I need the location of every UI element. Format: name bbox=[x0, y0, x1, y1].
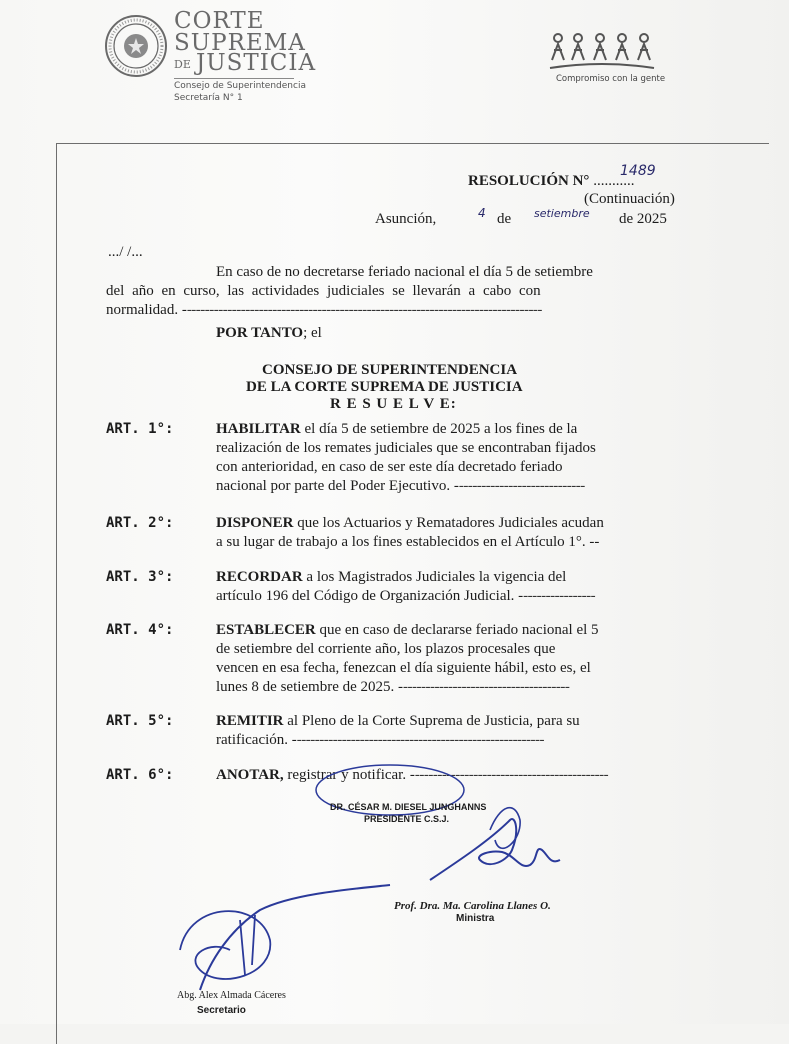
president-name: DR. CÉSAR M. DIESEL JUNGHANNS bbox=[330, 802, 487, 812]
article-5-line: ratificación. - bbox=[216, 732, 297, 748]
date-year: de 2025 bbox=[619, 211, 667, 227]
minister-name: Prof. Dra. Ma. Carolina Llanes O. bbox=[394, 900, 551, 912]
article-4-line: que en caso de declararse feriado nacional el 5 bbox=[315, 622, 599, 638]
article-3-verb: RECORDAR bbox=[216, 569, 303, 585]
court-name-line-1: CORTE bbox=[174, 8, 265, 34]
article-1-label: ART. 1°: bbox=[106, 421, 174, 437]
people-logo-icon bbox=[548, 30, 656, 74]
continuation-ellipsis: .../ /... bbox=[108, 244, 143, 260]
secretariat-subtitle: Secretaría N° 1 bbox=[174, 93, 243, 103]
article-1-line: nacional por parte del Poder Ejecutivo. - bbox=[216, 478, 459, 494]
resuelve-heading: R E S U E L V E: bbox=[330, 396, 457, 412]
article-2-line: a su lugar de trabajo a los fines establecidos en el Artículo 1°. -- bbox=[216, 534, 600, 550]
secretary-name: Abg. Alex Almada Cáceres bbox=[177, 990, 286, 1001]
article-4-line: lunes 8 de setiembre de 2025. - bbox=[216, 679, 404, 695]
article-1-line: el día 5 de setiembre de 2025 a los fines de la bbox=[300, 421, 578, 437]
article-4-line: vencen en esa fecha, fenezcan el día siguiente hábil, esto es, el bbox=[216, 660, 591, 676]
article-1-verb: HABILITAR bbox=[216, 421, 301, 437]
council-subtitle: Consejo de Superintendencia bbox=[174, 81, 306, 91]
article-1-line: realización de los remates judiciales que se encontraban fijados bbox=[216, 440, 596, 456]
court-name-prefix: DE bbox=[174, 58, 191, 71]
article-1-line: con anterioridad, en caso de ser este día decretado feriado bbox=[216, 459, 563, 475]
article-3-line: a los Magistrados Judiciales la vigencia del bbox=[302, 569, 567, 585]
por-tanto-rest: ; el bbox=[303, 325, 322, 341]
date-de: de bbox=[497, 211, 512, 227]
article-2-verb: DISPONER bbox=[216, 515, 294, 531]
secretary-title: Secretario bbox=[197, 1005, 246, 1016]
article-2-line: que los Actuarios y Rematadores Judiciales acudan bbox=[293, 515, 604, 531]
por-tanto: POR TANTO bbox=[216, 325, 304, 341]
date-day: 4 bbox=[478, 206, 486, 220]
header-divider bbox=[174, 78, 294, 79]
article-4-line: de setiembre del corriente año, los plazos procesales que bbox=[216, 641, 556, 657]
article-4-label: ART. 4°: bbox=[106, 622, 174, 638]
article-6-label: ART. 6°: bbox=[106, 767, 174, 783]
continuation-label: (Continuación) bbox=[584, 191, 675, 207]
intro-line-2: del año en curso, las actividades judiciales se llevarán a cabo con bbox=[106, 283, 541, 299]
resolution-number: 1489 bbox=[620, 163, 656, 179]
article-3-label: ART. 3°: bbox=[106, 569, 174, 585]
secretary-signature-icon bbox=[160, 880, 400, 1000]
president-title: PRESIDENTE C.S.J. bbox=[364, 814, 450, 824]
intro-line-3: normalidad. - bbox=[106, 302, 187, 318]
article-3-line: artículo 196 del Código de Organización Judicial. - bbox=[216, 588, 524, 604]
intro-line-1: En caso de no decretarse feriado nacional el día 5 de setiembre bbox=[216, 264, 593, 280]
article-5-line: al Pleno de la Corte Suprema de Justicia, para su bbox=[283, 713, 580, 729]
article-6-line: registrar y notificar. - bbox=[283, 767, 415, 783]
date-month: setiembre bbox=[534, 207, 590, 220]
article-4-verb: ESTABLECER bbox=[216, 622, 316, 638]
council-title-2: DE LA CORTE SUPREMA DE JUSTICIA bbox=[246, 379, 523, 395]
resolution-label: RESOLUCIÓN N° bbox=[468, 173, 590, 189]
city-label: Asunción, bbox=[375, 211, 437, 227]
article-5-verb: REMITIR bbox=[216, 713, 284, 729]
slogan: Compromiso con la gente bbox=[556, 74, 666, 84]
document-page: CORTE SUPREMA DE JUSTICIA Consejo de Superintendencia Secretaría N° 1 Compromiso con la gente RESOLUCIÓN N° ........... 1489 (Continuación) Asunción, 4 de setiembre de 2025 .../ /... En caso de no decretarse feriado nacional el día 5 de setiembre del año en curso, las actividades judiciales se llevarán a cabo con normalidad. -------------------------------------------------------------------------------- POR TANTO; el CONSEJO DE SUPERINTENDENCIA DE LA CORTE SUPREMA DE JUSTICIA R E S U E L V E: ART. 1°: HABILITAR el día 5 de setiembre de 2025 a los fines de la realización de los remates judiciales que se encontraban fijados con anterioridad, en caso de ser este día decretado feriado nacional por parte del Poder Ejecutivo. ----------------------------- ART. 2°: DISPONER que los Actuarios y Rematadores Judiciales acudan a su lugar de trabajo a los fines establecidos en el Artículo 1°. -- ART. 3°: RECORDAR a los Magistrados Judiciales la vigencia del artículo 196 del Código de Organización Judicial. ----------------- ART. 4°: ESTABLECER que en caso de declararse feriado nacional el 5 de setiembre del corriente año, los plazos procesales que vencen en esa fecha, fenezcan el día siguiente hábil, esto es, el lunes 8 de setiembre de 2025. -------------------------------------- ART. 5°: REMITIR al Pleno de la Corte Suprema de Justicia, para su ratificación. -------------------------------------------------------- ART. 6°: ANOTAR, registrar y notificar. -------------------------------------------- DR. CÉSAR M. DIESEL JUNGHANNS PRESIDENTE C.S.J. Prof. Dra. Ma. Carolina Llanes O. Ministra Abg. Alex Almada Cáceres Secretario bbox=[0, 0, 789, 1024]
article-5-label: ART. 5°: bbox=[106, 713, 174, 729]
minister-signature-icon bbox=[420, 800, 580, 900]
court-name-line-3: JUSTICIA bbox=[196, 50, 317, 76]
court-name-line-2: SUPREMA bbox=[174, 30, 306, 56]
article-6-verb: ANOTAR, bbox=[216, 767, 284, 783]
minister-title: Ministra bbox=[456, 913, 495, 924]
court-seal-icon bbox=[104, 14, 168, 78]
council-title-1: CONSEJO DE SUPERINTENDENCIA bbox=[262, 362, 518, 378]
article-2-label: ART. 2°: bbox=[106, 515, 174, 531]
